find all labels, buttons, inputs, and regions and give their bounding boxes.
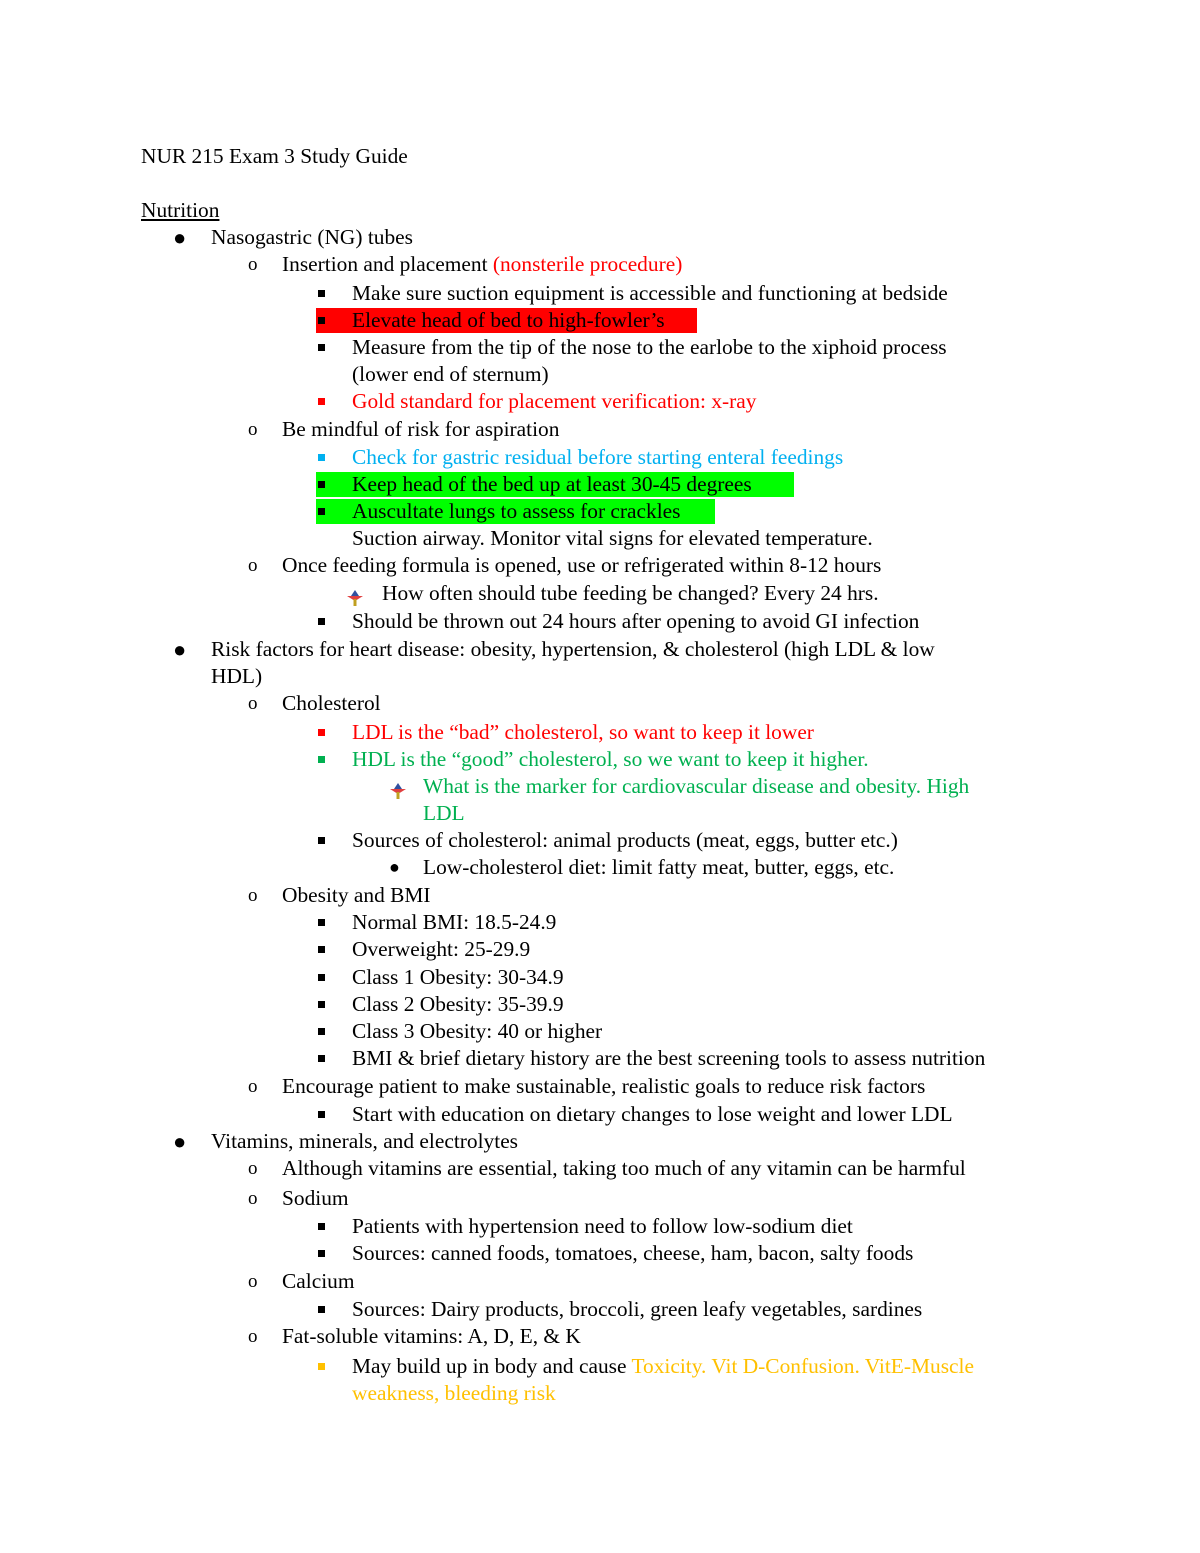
gold-standard-text: Gold standard for placement verification: x-ray [352,389,757,413]
sodium-sources-text: Sources: canned foods, tomatoes, cheese, ham, bacon, salty foods [352,1241,914,1265]
square-bullet-icon [318,471,325,498]
bullet-dot-icon: ● [389,857,400,877]
square-bullet-icon [318,1045,325,1072]
square-bullet-icon [318,1296,325,1323]
square-bullet-icon [318,1240,325,1267]
insertion-note: (nonsterile procedure) [492,252,683,276]
elevate-text: Elevate head of bed to high-fowler’s [352,308,665,332]
cholesterol-heading: Cholesterol [282,691,381,715]
square-bullet-icon [318,827,325,854]
vitamins-heading: Vitamins, minerals, and electrolytes [211,1129,519,1153]
hollow-o-bullet-icon: o [248,1271,258,1292]
hollow-o-bullet-icon: o [248,254,258,275]
square-bullet-icon [318,1018,325,1045]
hollow-o-bullet-icon: o [248,419,258,440]
insertion-label: Insertion and placement [282,252,493,276]
square-bullet-icon [318,991,325,1018]
document-title: NUR 215 Exam 3 Study Guide [141,144,408,168]
thrown-out-text: Should be thrown out 24 hours after opening to avoid GI infection [352,609,920,633]
marker-text-line2: LDL [423,801,465,825]
encourage-text: Encourage patient to make sustainable, realistic goals to reduce risk factors [282,1074,926,1098]
hdl-text: HDL is the “good” cholesterol, so we want to keep it higher. [352,747,869,771]
toxicity-text-line2: weakness, bleeding risk [352,1381,556,1405]
low-diet-text: Low-cholesterol diet: limit fatty meat, butter, eggs, etc. [423,855,895,879]
hollow-o-bullet-icon: o [248,885,258,906]
bullet-dot-icon: ● [173,225,187,250]
measure-text-line2: (lower end of sternum) [352,362,549,386]
risk-text-line2: HDL) [211,664,263,688]
square-bullet-icon [318,334,325,361]
hollow-o-bullet-icon: o [248,555,258,576]
insertion-text [282,251,682,278]
bmi-overweight: Overweight: 25-29.9 [352,937,531,961]
ldl-text: LDL is the “bad” cholesterol, so want to keep it lower [352,720,814,744]
hollow-o-bullet-icon: o [248,1326,258,1347]
square-bullet-icon [318,936,325,963]
square-bullet-icon [318,1213,325,1240]
calcium-heading: Calcium [282,1269,355,1293]
obesity-heading: Obesity and BMI [282,883,431,907]
hollow-o-bullet-icon: o [248,693,258,714]
sodium-diet-text: Patients with hypertension need to follow low-sodium diet [352,1214,853,1238]
section-heading: Nutrition [141,198,220,222]
keep-head-text: Keep head of the bed up at least 30-45 degrees [352,472,752,496]
square-bullet-icon [318,498,325,525]
bmi-class1: Class 1 Obesity: 30-34.9 [352,965,564,989]
suction-text: Make sure suction equipment is accessible and functioning at bedside [352,281,948,305]
residual-text: Check for gastric residual before starting enteral feedings [352,445,844,469]
square-bullet-icon [318,964,325,991]
square-bullet-icon [318,307,325,334]
arrow-bullet-icon [346,586,364,602]
bmi-screening: BMI & brief dietary history are the best screening tools to assess nutrition [352,1046,986,1070]
measure-text-line1: Measure from the tip of the nose to the earlobe to the xiphoid process [352,335,947,359]
aspiration-text: Be mindful of risk for aspiration [282,417,560,441]
risk-text-line1: Risk factors for heart disease: obesity, hypertension, & cholesterol (high LDL & low [211,637,935,661]
hollow-o-bullet-icon: o [248,1158,258,1179]
fat-soluble-heading: Fat-soluble vitamins: A, D, E, & K [282,1324,581,1348]
bullet-dot-icon: ● [173,1129,187,1154]
marker-text-line1: What is the marker for cardiovascular disease and obesity. High [423,774,970,798]
square-bullet-icon [318,909,325,936]
toxicity-text-line1: Toxicity. Vit D-Confusion. VitE-Muscle [631,1354,974,1378]
hollow-o-bullet-icon: o [248,1076,258,1097]
how-often-text: How often should tube feeding be changed? Every 24 hrs. [382,581,879,605]
square-bullet-icon [318,608,325,635]
auscultate-text: Auscultate lungs to assess for crackles [352,499,681,523]
square-bullet-icon [318,1353,325,1380]
square-bullet-icon [318,746,325,773]
bmi-normal: Normal BMI: 18.5-24.9 [352,910,557,934]
square-bullet-icon [318,719,325,746]
buildup-label: May build up in body and cause [352,1354,632,1378]
square-bullet-icon [318,1101,325,1128]
education-text: Start with education on dietary changes to lose weight and lower LDL [352,1102,953,1126]
sources-text: Sources of cholesterol: animal products (meat, eggs, butter etc.) [352,828,898,852]
buildup-text [352,1353,974,1380]
bmi-class2: Class 2 Obesity: 35-39.9 [352,992,564,1016]
square-bullet-icon [318,444,325,471]
sodium-heading: Sodium [282,1186,349,1210]
bmi-class3: Class 3 Obesity: 40 or higher [352,1019,603,1043]
formula-text: Once feeding formula is opened, use or refrigerated within 8-12 hours [282,553,882,577]
square-bullet-icon [318,388,325,415]
arrow-bullet-icon [389,779,407,795]
ng-heading: Nasogastric (NG) tubes [211,225,413,249]
suction-airway-text: Suction airway. Monitor vital signs for elevated temperature. [352,526,873,550]
calcium-sources-text: Sources: Dairy products, broccoli, green leafy vegetables, sardines [352,1297,923,1321]
hollow-o-bullet-icon: o [248,1188,258,1209]
bullet-dot-icon: ● [173,637,187,662]
square-bullet-icon [318,280,325,307]
essential-text: Although vitamins are essential, taking too much of any vitamin can be harmful [282,1156,966,1180]
